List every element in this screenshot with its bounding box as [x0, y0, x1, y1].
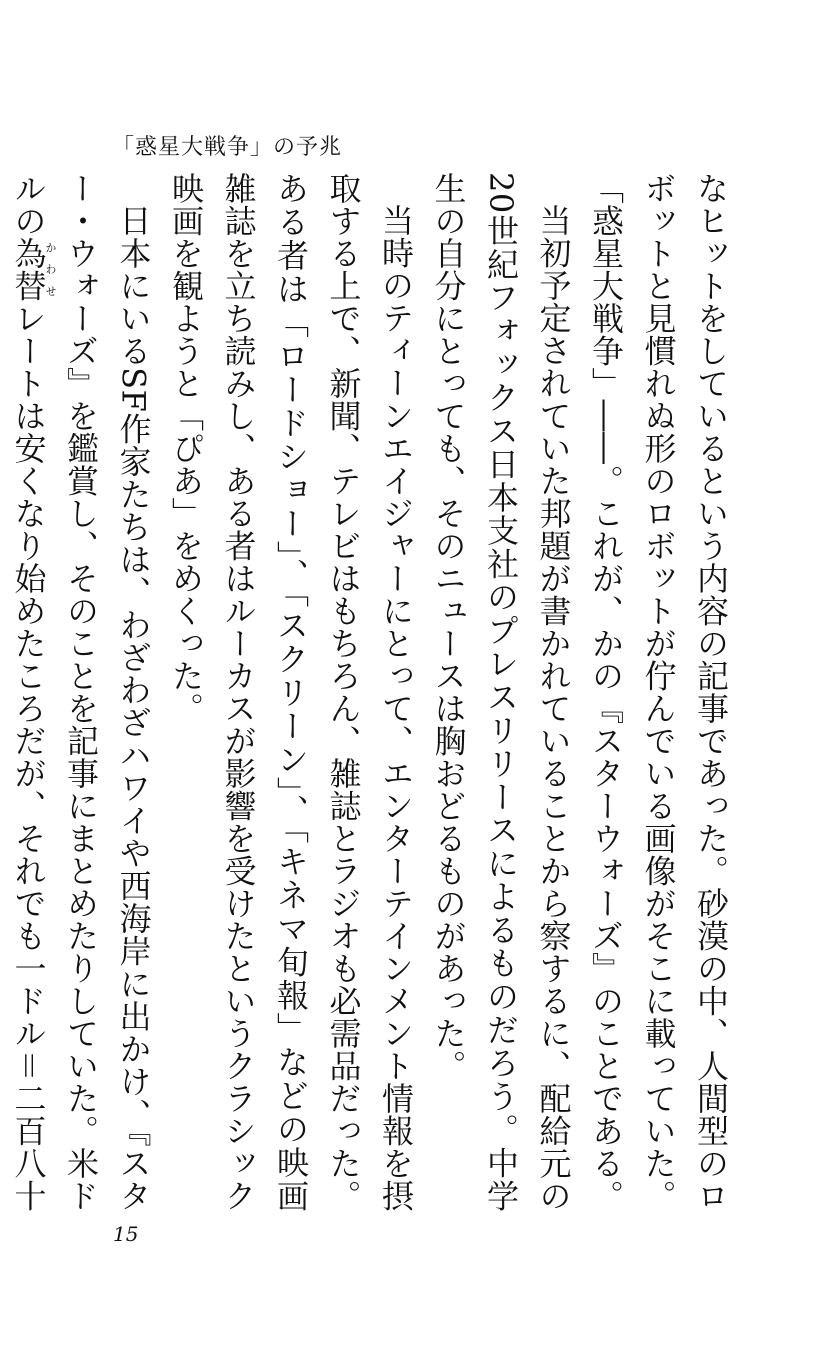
- page-number: 15: [113, 1222, 139, 1246]
- ruby-base: 為替: [9, 237, 48, 302]
- paragraph-1: [580, 172, 738, 1212]
- paragraph-2: 当初予定されていた邦題が書かれていることから察するに、配給元の20世紀フォックス日本支社のプレスリリースによるものだろう。中学生の自分にとっても、そのニュースは胸おどるものがあった。: [429, 172, 573, 1212]
- ruby-reading: かわせ: [44, 237, 57, 302]
- paragraph-4-text-continued: レートは安くなり始めたころだが、それでも一ドル＝二百八十: [9, 302, 48, 1213]
- paragraph-1-text-continued: 「惑星大戦争」――。これが、かの『スターウォーズ』のことである。: [587, 172, 625, 1212]
- running-head: 「惑星大戦争」の予兆: [112, 135, 343, 160]
- paragraph-4: [0, 172, 160, 1212]
- body-text: [0, 172, 737, 1212]
- paragraph-1-text: なヒットをしているという内容の記事であった。砂漠の中、人間型のロボットと見慣れぬ形のロボットが佇んでいる画像がそこに載っていた。: [639, 172, 730, 1212]
- paragraph-3: 当時のティーンエイジャーにとって、エンターテインメント情報を摂取する上で、新聞、テレビはもちろん、雑誌とラジオも必需品だった。ある者は「ロードショー」、「スクリーン」、「キネマ旬報」などの映画雑誌を立ち読みし、ある者はルーカスが影響を受けたというクラシック映画を観ようと「ぴあ」をめくった。: [167, 172, 415, 1212]
- furigana-kawase: [9, 237, 57, 302]
- paragraph-4-text: 日本にいるSF作家たちは、わざわざハワイや西海岸に出かけ、『スター・ウォーズ』を鑑賞し、そのことを記事にまとめたりしていた。米ドルの: [9, 172, 153, 1212]
